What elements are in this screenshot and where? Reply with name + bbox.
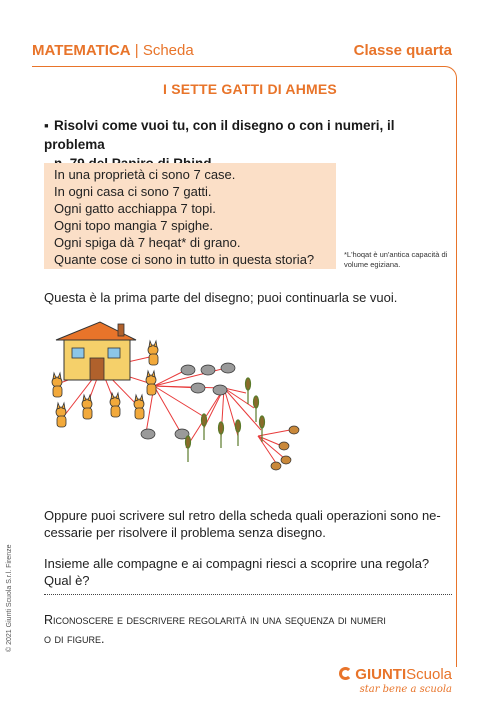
answer-line	[44, 594, 452, 595]
problem-line: Quante cose ci sono in tutto in questa storia?	[54, 252, 315, 267]
question-line-2: Qual è?	[44, 573, 90, 588]
problem-line: Ogni topo mangia 7 spighe.	[54, 218, 213, 233]
bullet-icon: ▪	[44, 118, 49, 133]
cats-drawing	[36, 318, 456, 478]
problem-box	[44, 163, 336, 269]
publisher-logo	[339, 666, 452, 695]
alt-text-line-2: cessarie per risolvere il problema senza disegno.	[44, 525, 326, 540]
skill-text	[44, 611, 452, 649]
class-label: Classe quarta	[353, 42, 452, 59]
alt-text-line-1: Oppure puoi scrivere sul retro della scheda quali operazioni sono ne-	[44, 508, 441, 523]
alt-text	[44, 507, 441, 541]
skill-line-1: Riconoscere e descrivere regolarità in una sequenza di numeri	[44, 613, 386, 627]
problem-line: In una proprietà ci sono 7 case.	[54, 167, 236, 182]
sheet-label: Scheda	[142, 42, 194, 59]
skill-line-2: o di figure.	[44, 632, 105, 646]
problem-line: Ogni spiga dà 7 heqat* di grano.	[54, 235, 241, 250]
footnote: *L'hoqat è un'antica capacità di volume egiziana.	[344, 250, 448, 269]
task-line-1: Risolvi come vuoi tu, con il disegno o con i numeri, il problema	[44, 118, 395, 152]
question-line-1: Insieme alle compagne e ai compagni riesci a scoprire una regola?	[44, 556, 430, 571]
header-separator: |	[130, 42, 143, 59]
house-icon	[56, 322, 136, 380]
page-title: I SETTE GATTI DI AHMES	[163, 81, 337, 97]
question	[44, 555, 429, 589]
problem-line: Ogni gatto acchiappa 7 topi.	[54, 201, 216, 216]
header-subject	[32, 42, 194, 59]
logo-brand-bold: GIUNTI	[355, 666, 407, 683]
subject-label: MATEMATICA	[32, 42, 131, 59]
logo-brand-light: Scuola	[406, 666, 452, 683]
drawing-intro: Questa è la prima parte del disegno; puoi continuarla se vuoi.	[44, 290, 398, 305]
logo-tagline: star bene a scuola	[359, 684, 452, 695]
copyright: © 2021 Giunti Scuola S.r.l. Firenze	[6, 544, 13, 652]
problem-line: In ogni casa ci sono 7 gatti.	[54, 184, 212, 199]
logo-g-icon	[339, 667, 352, 680]
